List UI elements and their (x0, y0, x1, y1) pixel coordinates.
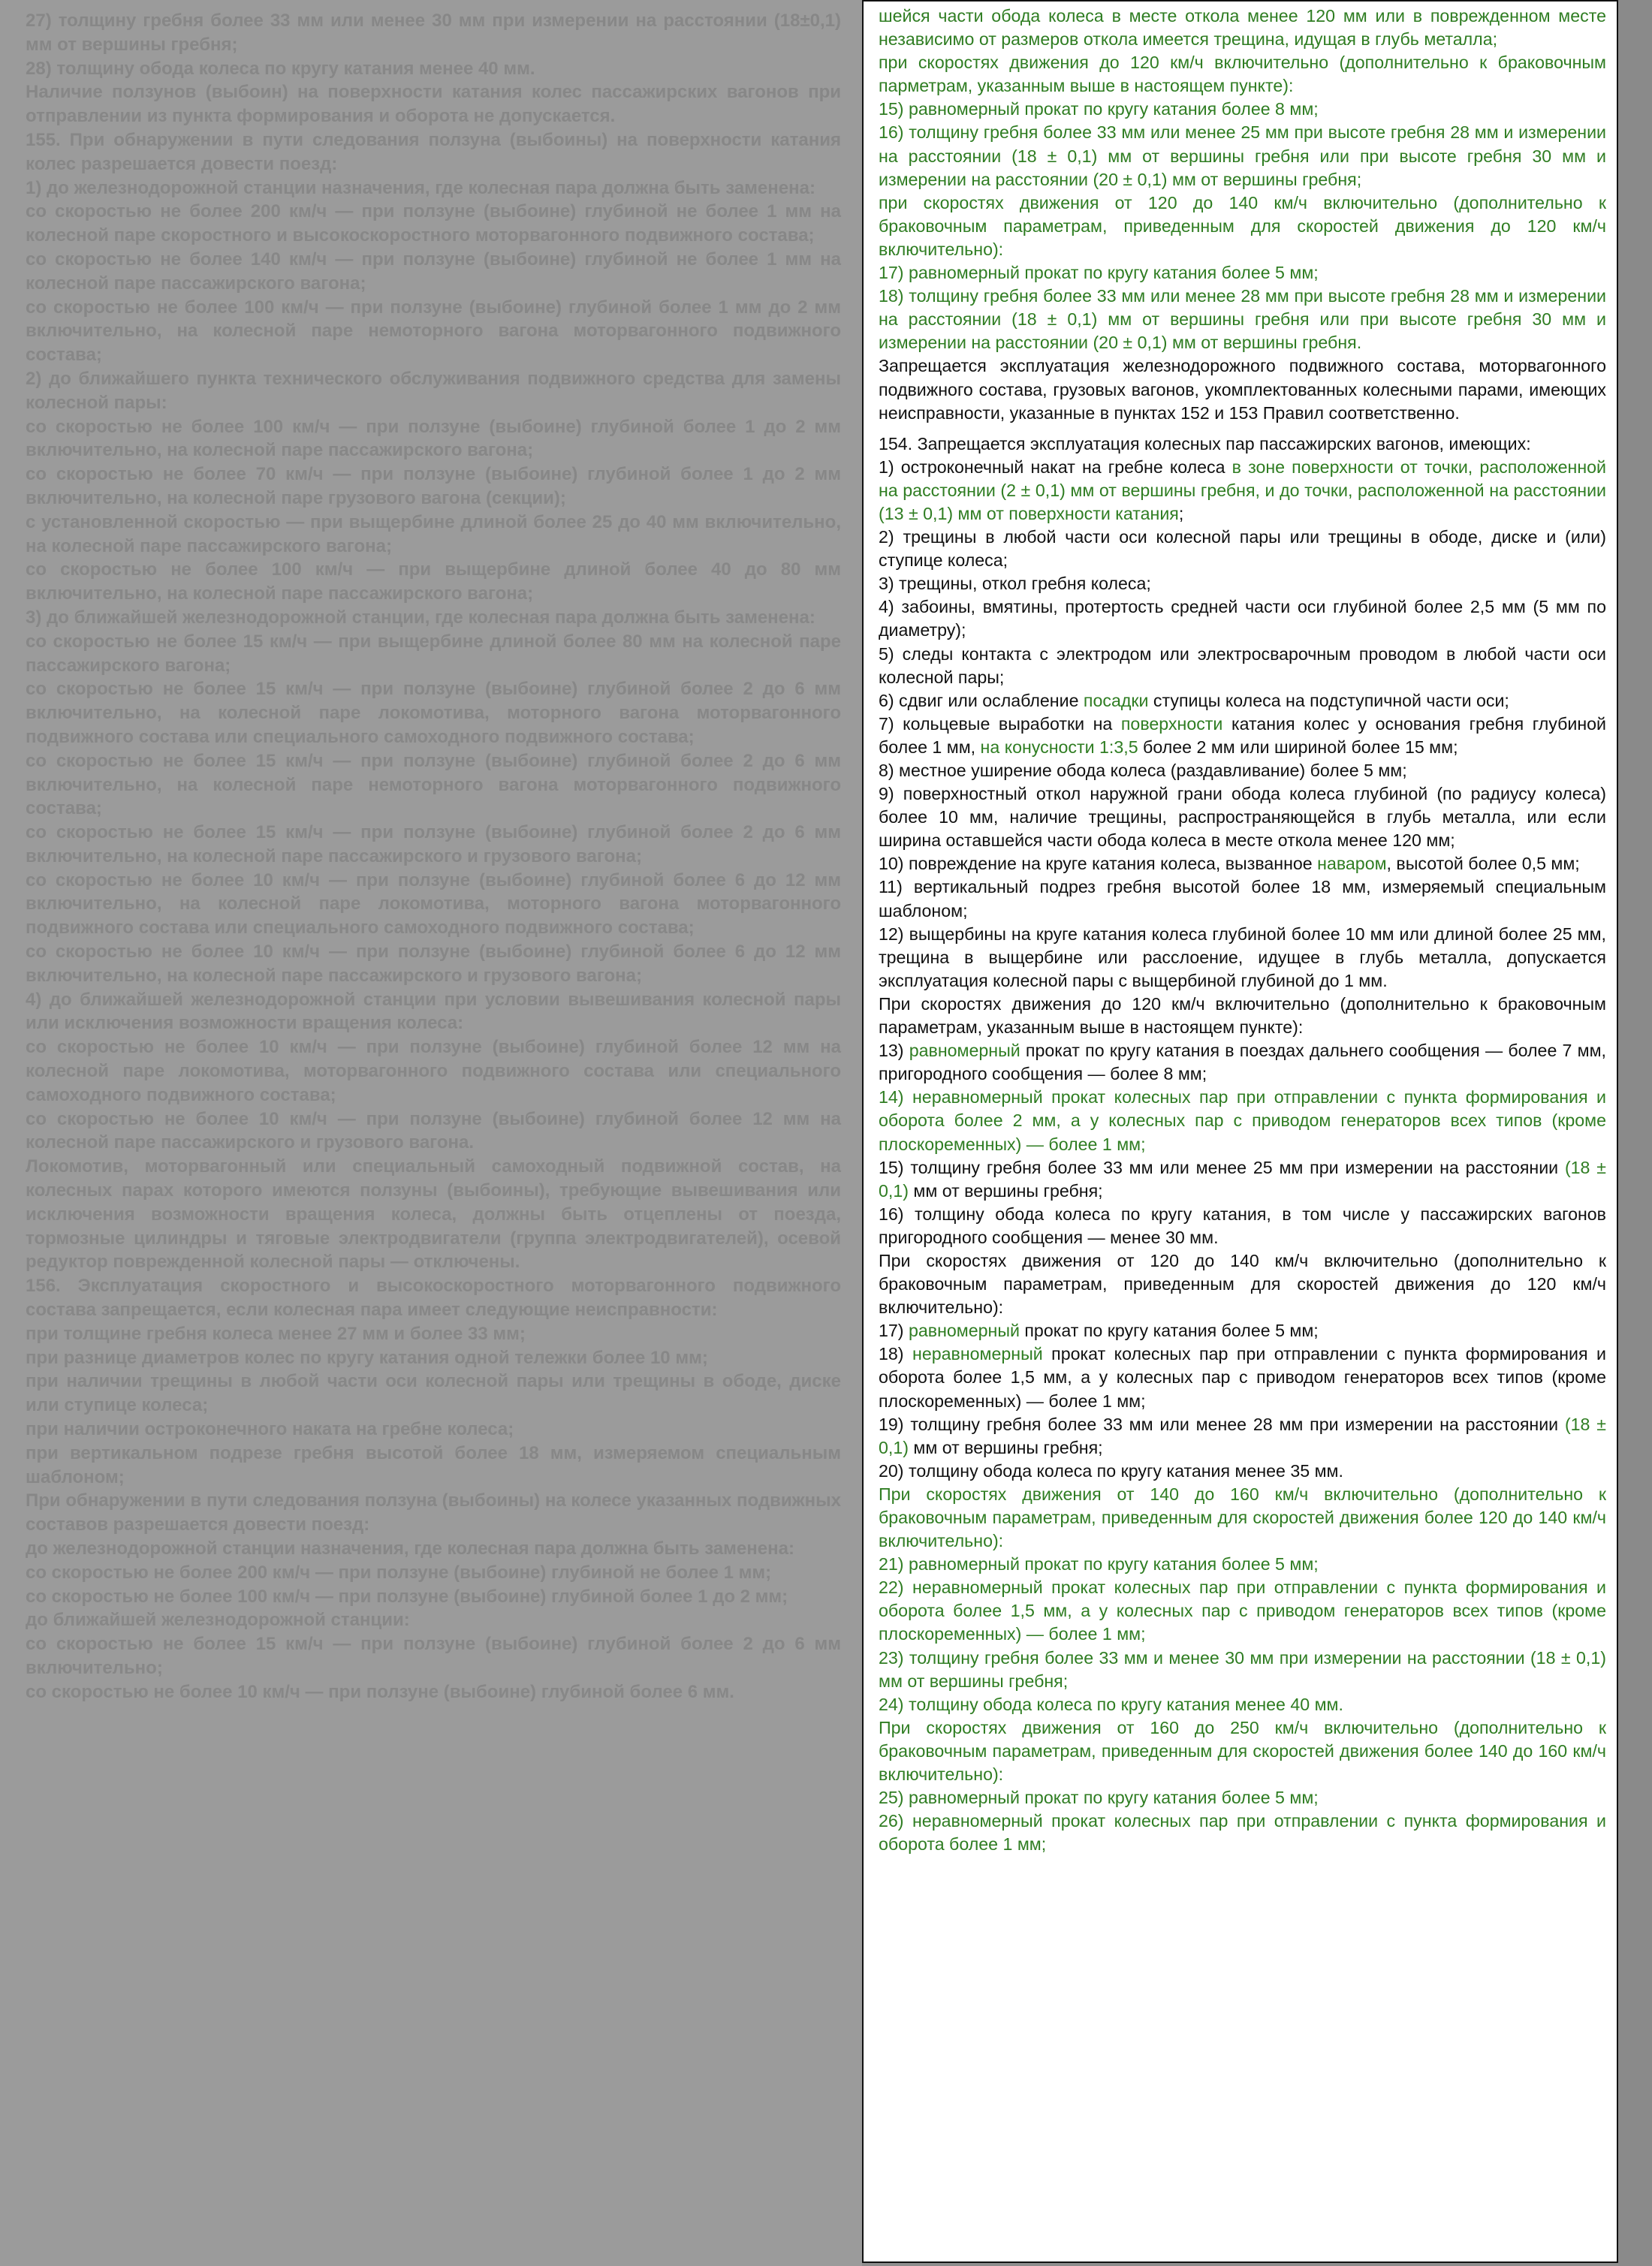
list-item: 17) равномерный прокат по кругу катания более 5 мм; (879, 263, 1319, 283)
highlighted-text: равномерный (909, 1041, 1020, 1061)
list-item (879, 1413, 1606, 1460)
highlighted-text: посадки (1083, 690, 1149, 710)
highlighted-text: равномерный (908, 1321, 1020, 1341)
paragraph: При скоростях движения от 160 до 250 км/ч включительно (дополнительно к браковочным параметрам, приведенным для скоростей движения более 140 до 160 км/ч включительно): (879, 1717, 1606, 1785)
list-item: 8) местное уширение обода колеса (раздавливание) более 5 мм; (879, 761, 1407, 780)
background-line: со скоростью не более 15 км/ч — при выщербине длиной более 80 мм на колесной паре пассажирского вагона; (26, 631, 841, 676)
background-line: со скоростью не более 200 км/ч — при ползуне (выбоине) глубиной не более 1 мм; (26, 1562, 772, 1583)
list-item: 21) равномерный прокат по кругу катания более 5 мм; (879, 1554, 1319, 1574)
background-line: со скоростью не более 15 км/ч — при ползуне (выбоине) глубиной более 2 до 6 мм включительно, на колесной паре локомотива, моторного вагона моторвагонного подвижного состава или специального самоходного подвижного состава; (26, 679, 841, 747)
text-run: мм от вершины гребня; (908, 1180, 1103, 1201)
text-run: прокат по кругу катания более 5 мм; (1019, 1321, 1319, 1341)
text-run: мм от вершины гребня; (908, 1437, 1103, 1457)
list-item: 24) толщину обода колеса по кругу катания менее 40 мм. (879, 1694, 1343, 1714)
list-item: 18) толщину гребня более 33 мм или менее 28 мм при высоте гребня 28 мм и измерении на расстоянии (18 ± 0,1) мм от вершины гребня или при высоте гребня 30 мм и измерении на расстоянии (20 ± 0,1) мм от вершины гребня. (879, 286, 1606, 353)
paragraph: 154. Запрещается эксплуатация колесных пар пассажирских вагонов, имеющих: (879, 433, 1531, 454)
background-line: 156. Эксплуатация скоростного и высокоскоростного моторвагонного подвижного состава запрещается, если колесная пара имеет следующие неисправности: (26, 1276, 841, 1321)
text-run: 19) толщину гребня более 33 мм или менее 28 мм при измерении на расстоянии (879, 1414, 1565, 1434)
background-line: со скоростью не более 10 км/ч — при ползуне (выбоине) глубиной более 12 мм на колесной паре локомотива, моторвагонного подвижного состава или специального самоходного подвижного состава; (26, 1037, 841, 1105)
paragraph: при скоростях движения от 120 до 140 км/ч включительно (дополнительно к браковочным параметрам, приведенным для скоростей движения до 120 км/ч включительно): (879, 192, 1606, 259)
text-run: 7) кольцевые выработки на (879, 713, 1121, 734)
background-line: при разнице диаметров колес по кругу катания одной тележки более 10 мм; (26, 1347, 708, 1368)
background-line: 2) до ближайшего пункта технического обслуживания подвижного средства для замены колесной пары: (26, 368, 841, 413)
background-line: 3) до ближайшей железнодорожной станции, где колесная пара должна быть заменена: (26, 607, 815, 628)
list-item: 9) поверхностный откол наружной грани обода колеса глубиной (по радиусу колеса) более 10 мм, наличие трещины, распространяющейся в глубь металла, или если ширина оставшейся части обода колеса в месте откола менее 120 мм; (879, 784, 1606, 851)
list-item: 25) равномерный прокат по кругу катания более 5 мм; (879, 1788, 1319, 1808)
background-line: 28) толщину обода колеса по кругу катания менее 40 мм. (26, 58, 535, 79)
background-line: со скоростью не более 15 км/ч — при ползуне (выбоине) глубиной более 2 до 6 мм включительно, на колесной паре пассажирского и грузового вагона; (26, 822, 841, 866)
background-line: до железнодорожной станции назначения, где колесная пара должна быть заменена: (26, 1538, 794, 1559)
background-line: При обнаружении в пути следования ползуна (выбоины) на колесе указанных подвижных составов разрешается довести поезд: (26, 1490, 841, 1535)
text-run: 18) (879, 1344, 913, 1364)
background-line: Наличие ползунов (выбоин) на поверхности катания колес пассажирских вагонов при отправлении из пункта формирования и оборота не допускается. (26, 82, 841, 127)
text-run: 13) (879, 1041, 909, 1061)
background-line: со скоростью не более 10 км/ч — при ползуне (выбоине) глубиной более 6 до 12 мм включительно, на колесной паре пассажирского и грузового вагона; (26, 942, 841, 986)
list-item: 16) толщину обода колеса по кругу катания, в том числе у пассажирских вагонов пригородного сообщения — менее 30 мм. (879, 1204, 1606, 1247)
background-line: 155. При обнаружении в пути следования ползуна (выбоины) на поверхности катания колес разрешается довести поезд: (26, 129, 841, 174)
text-run: прокат колесных пар при отправлении с пункта формирования и оборота более 1,5 мм, а у колесных пар с приводом генераторов всех типов (кроме плоскоременных) — более 1 мм; (879, 1344, 1606, 1411)
list-item: 4) забоины, вмятины, протертость средней части оси глубиной более 2,5 мм (5 мм по диаметру); (879, 597, 1606, 640)
regulation-text (864, 2, 1617, 1856)
background-line: с установленной скоростью — при выщербине длиной более 25 до 40 мм включительно, на колесной паре пассажирского вагона; (26, 511, 841, 556)
list-item: 23) толщину гребня более 33 мм и менее 30 мм при измерении на расстоянии (18 ± 0,1) мм от вершины гребня; (879, 1647, 1606, 1691)
background-line: при наличии остроконечного наката на гребне колеса; (26, 1419, 514, 1440)
background-line: со скоростью не более 100 км/ч — при ползуне (выбоине) глубиной более 1 до 2 мм; (26, 1586, 788, 1607)
text-run: катания колес у основания гребня глубиной более 1 мм, (879, 713, 1606, 757)
background-line: со скоростью не более 140 км/ч — при ползуне (выбоине) глубиной не более 1 мм на колесной паре пассажирского вагона; (26, 249, 841, 294)
background-line: со скоростью не более 10 км/ч — при ползуне (выбоине) глубиной более 12 мм на колесной паре пассажирского и грузового вагона. (26, 1108, 841, 1153)
background-line: при наличии трещины в любой части оси колесной пары или трещины в ободе, диске или ступице колеса; (26, 1371, 841, 1416)
background-line: со скоростью не более 70 км/ч — при ползуне (выбоине) глубиной более 1 до 2 мм включительно, на колесной паре грузового вагона (секции); (26, 464, 841, 508)
background-line: со скоростью не более 10 км/ч — при ползуне (выбоине) глубиной более 6 мм. (26, 1681, 734, 1702)
text-run: ; (1178, 503, 1184, 523)
highlighted-text: (18 ± 0,1) (879, 1157, 1606, 1201)
list-item: 16) толщину гребня более 33 мм или менее 25 мм при высоте гребня 28 мм и измерении на расстоянии (18 ± 0,1) мм от вершины гребня или при высоте гребня 30 мм и измерении на расстоянии (20 ± 0,1) мм от вершины гребня; (879, 122, 1606, 189)
list-item: 26) неравномерный прокат колесных пар при отправлении с пункта формирования и оборота более 1 мм; (879, 1811, 1606, 1855)
list-item (879, 1156, 1606, 1203)
background-line: со скоростью не более 100 км/ч — при ползуне (выбоине) глубиной более 1 мм до 2 мм включительно, на колесной паре немоторного вагона моторвагонного подвижного состава; (26, 297, 841, 366)
text-run: прокат по кругу катания в поездах дальнего сообщения — более 7 мм, пригородного сообщения — более 8 мм; (879, 1041, 1606, 1084)
document-page (862, 0, 1618, 2263)
background-line: со скоростью не более 100 км/ч — при ползуне (выбоине) глубиной более 1 до 2 мм включительно, на колесной паре пассажирского вагона; (26, 416, 841, 461)
background-line: со скоростью не более 100 км/ч — при выщербине длиной более 40 до 80 мм включительно, на колесной паре пассажирского вагона; (26, 559, 841, 604)
background-line: со скоростью не более 15 км/ч — при ползуне (выбоине) глубиной более 2 до 6 мм включительно; (26, 1634, 841, 1678)
text-run: 10) повреждение на круге катания колеса, вызванное (879, 854, 1318, 874)
highlighted-text: наваром (1317, 854, 1387, 874)
background-line: до ближайшей железнодорожной станции: (26, 1610, 410, 1631)
background-line: при толщине гребня колеса менее 27 мм и более 33 мм; (26, 1323, 526, 1344)
paragraph: Запрещается эксплуатация железнодорожного подвижного состава, моторвагонного подвижного состава, грузовых вагонов, укомплектованных колесными парами, имеющих неисправности, указанные в пунктах 152 и 153 Правил соответственно. (879, 356, 1606, 423)
list-item: 15) равномерный прокат по кругу катания более 8 мм; (879, 99, 1319, 119)
background-line: 1) до железнодорожной станции назначения, где колесная пара должна быть заменена: (26, 177, 815, 198)
list-item: 14) неравномерный прокат колесных пар при отправлении с пункта формирования и оборота более 2 мм, а у колесных пар с приводом генераторов всех типов (кроме плоскоременных) — более 1 мм; (879, 1087, 1606, 1154)
list-item (879, 713, 1606, 759)
list-item (879, 689, 1606, 713)
highlighted-text: (18 ± 0,1) (879, 1414, 1606, 1457)
text-run: ступицы колеса на подступичной части оси; (1148, 690, 1509, 710)
background-line: со скоростью не более 10 км/ч — при ползуне (выбоине) глубиной более 6 до 12 мм включительно, на колесной паре локомотива, моторного вагона моторвагонного подвижного состава или специального самоходного подвижного состава; (26, 869, 841, 939)
highlighted-text: в зоне поверхности от точки, расположенной на расстоянии (2 ± 0,1) мм от вершины гребня, и до точки, расположенной на расстоянии (13 ± 0,1) мм от поверхности катания (879, 457, 1606, 523)
list-item: 20) толщину обода колеса по кругу катания менее 35 мм. (879, 1460, 1343, 1481)
list-item: 12) выщербины на круге катания колеса глубиной более 10 мм или длиной более 25 мм, трещина в выщербине или расслоение, идущее в глубь металла, допускается эксплуатация колесной пары с выщербиной глубиной до 1 мм. (879, 924, 1606, 990)
background-right-strip (1618, 0, 1652, 2266)
paragraph: При скоростях движения от 120 до 140 км/ч включительно (дополнительно к браковочным параметрам, приведенным для скоростей движения до 120 км/ч включительно): (879, 1250, 1606, 1318)
paragraph: шейся части обода колеса в месте откола менее 120 мм или в поврежденном месте независимо от размеров откола имеется трещина, идущая в глубь металла; (879, 6, 1606, 50)
highlighted-text: неравномерный (912, 1344, 1043, 1364)
background-faded-text (0, 0, 862, 1704)
list-item (879, 456, 1606, 526)
background-line: Локомотив, моторвагонный или специальный самоходный подвижной состав, на колесных парах которого имеются ползуны (выбоины), требующие вывешивания или исключения возможности вращения колеса, должны быть отцеплены от поезда, тормозные цилиндры и тяговые электродвигатели (группа электродвигателей), осевой редуктор поврежденной колесной пары — отключены. (26, 1156, 841, 1273)
list-item: 22) неравномерный прокат колесных пар при отправлении с пункта формирования и оборота более 1,5 мм, а у колесных пар с приводом генераторов всех типов (кроме плоскоременных) — более 1 мм; (879, 1577, 1606, 1644)
list-item: 5) следы контакта с электродом или электросварочным проводом в любой части оси колесной пары; (879, 643, 1606, 687)
background-line: 27) толщину гребня более 33 мм или менее 30 мм при измерении на расстоянии (18±0,1) мм от вершины гребня; (26, 11, 841, 55)
list-item (879, 1039, 1606, 1086)
paragraph: При скоростях движения до 120 км/ч включительно (дополнительно к браковочным параметрам, указанным выше в настоящем пункте): (879, 993, 1606, 1038)
paragraph: при скоростях движения до 120 км/ч включительно (дополнительно к браковочным парметрам, указанным выше в настоящем пункте): (879, 53, 1606, 96)
text-run: 6) сдвиг или ослабление (879, 690, 1084, 710)
list-item (879, 852, 1606, 875)
background-line: со скоростью не более 15 км/ч — при ползуне (выбоине) глубиной более 2 до 6 мм включительно, на колесной паре немоторного вагона моторвагонного подвижного состава; (26, 750, 841, 819)
background-line: 4) до ближайшей железнодорожной станции при условии вывешивания колесной пары или исключения возможности вращения колеса: (26, 989, 841, 1034)
list-item: 2) трещины в любой части оси колесной пары или трещины в ободе, диске и (или) ступице колеса; (879, 527, 1606, 571)
background-line: при вертикальном подрезе гребня высотой более 18 мм, измеряемом специальным шаблоном; (26, 1442, 841, 1487)
list-item (879, 1319, 1606, 1342)
paragraph: При скоростях движения от 140 до 160 км/ч включительно (дополнительно к браковочным параметрам, приведенным для скоростей движения более 120 до 140 км/ч включительно): (879, 1484, 1606, 1551)
text-run: 15) толщину гребня более 33 мм или менее 25 мм при измерении на расстоянии (879, 1157, 1565, 1177)
highlighted-text: поверхности (1120, 713, 1223, 734)
text-run: 1) остроконечный накат на гребне колеса (879, 457, 1232, 477)
background-line: со скоростью не более 200 км/ч — при ползуне (выбоине) глубиной не более 1 мм на колесной паре скоростного и высокоскоростного моторвагонного подвижного состава; (26, 201, 841, 246)
text-run: 17) (879, 1321, 909, 1341)
text-run: более 2 мм или шириной более 15 мм; (1138, 737, 1458, 757)
text-run: , высотой более 0,5 мм; (1386, 854, 1580, 874)
highlighted-text: на конусности 1:3,5 (980, 737, 1138, 757)
list-item: 3) трещины, откол гребня колеса; (879, 574, 1151, 594)
list-item (879, 1342, 1606, 1412)
list-item: 11) вертикальный подрез гребня высотой более 18 мм, измеряемый специальным шаблоном; (879, 877, 1606, 921)
